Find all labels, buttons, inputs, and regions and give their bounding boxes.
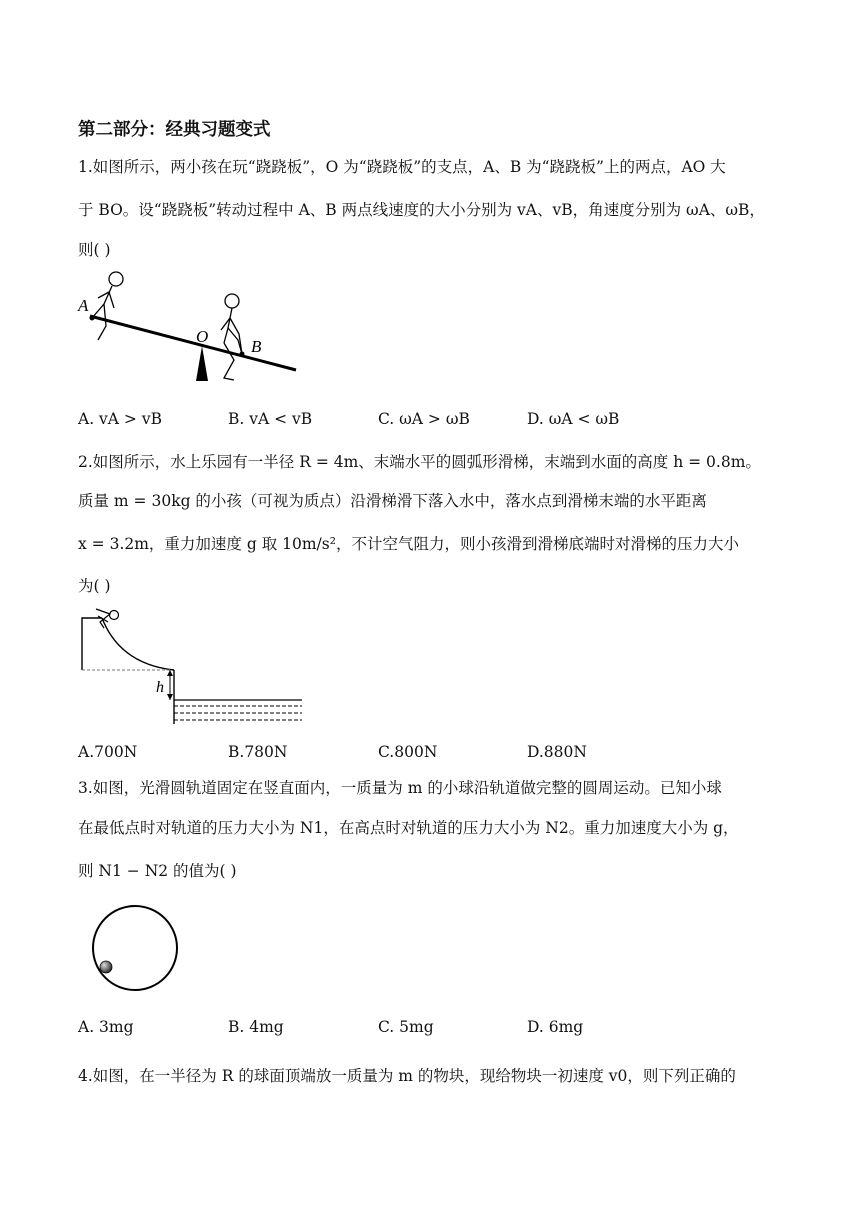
q2-option-b: B.780N (228, 743, 288, 761)
q3-line-1: 3.如图，光滑圆轨道固定在竖直面内，一质量为 m 的小球沿轨道做完整的圆周运动。已知小球 (78, 779, 722, 797)
ball-icon (100, 961, 112, 973)
q4-line-1: 4.如图，在一半径为 R 的球面顶端放一质量为 m 的物块，现给物块一初速度 v0，则下列正确的 (78, 1067, 736, 1085)
q2-option-a: A.700N (78, 743, 138, 761)
q3-option-c: C. 5mg (378, 1018, 434, 1036)
section-title: 第二部分：经典习题变式 (78, 120, 271, 140)
slide-figure (80, 606, 310, 728)
q1-option-d: D. ωA < ωB (527, 410, 620, 428)
label-b: B (251, 337, 262, 356)
circle-track-figure (90, 903, 182, 995)
label-h: h (156, 679, 164, 696)
q2-line-3: x = 3.2m，重力加速度 g 取 10m/s²，不计空气阻力，则小孩滑到滑梯底端时对滑梯的压力大小 (78, 535, 739, 553)
q1-option-a: A. vA > vB (78, 410, 162, 428)
q1-line-1: 1.如图所示，两小孩在玩“跷跷板”，O 为“跷跷板”的支点，A、B 为“跷跷板”上的两点，AO 大 (78, 158, 726, 176)
q1-line-2: 于 BO。设“跷跷板”转动过程中 A、B 两点线速度的大小分别为 vA、vB，角速度分别为 ωA、ωB， (78, 201, 765, 219)
q3-option-d: D. 6mg (527, 1018, 584, 1036)
q1-option-c: C. ωA > ωB (378, 410, 470, 428)
label-a: A (78, 296, 89, 315)
q3-option-a: A. 3mg (78, 1018, 134, 1036)
q3-line-2: 在最低点时对轨道的压力大小为 N1，在高点时对轨道的压力大小为 N2。重力加速度大小为 g， (78, 819, 739, 837)
label-o: O (196, 327, 209, 346)
seesaw-figure (76, 268, 306, 388)
q2-option-c: C.800N (378, 743, 438, 761)
q2-option-d: D.880N (527, 743, 587, 761)
q2-line-2: 质量 m = 30kg 的小孩（可视为质点）沿滑梯滑下落入水中，落水点到滑梯末端的水平距离 (78, 492, 707, 510)
q1-line-3: 则( ) (78, 241, 111, 259)
q3-option-b: B. 4mg (228, 1018, 284, 1036)
q1-option-b: B. vA < vB (228, 410, 313, 428)
q3-line-3: 则 N1 − N2 的值为( ) (78, 862, 237, 880)
q2-line-1: 2.如图所示，水上乐园有一半径 R = 4m、末端水平的圆弧形滑梯，末端到水面的高度 h = 0.8m。 (78, 453, 761, 471)
q2-line-4: 为( ) (78, 577, 111, 595)
